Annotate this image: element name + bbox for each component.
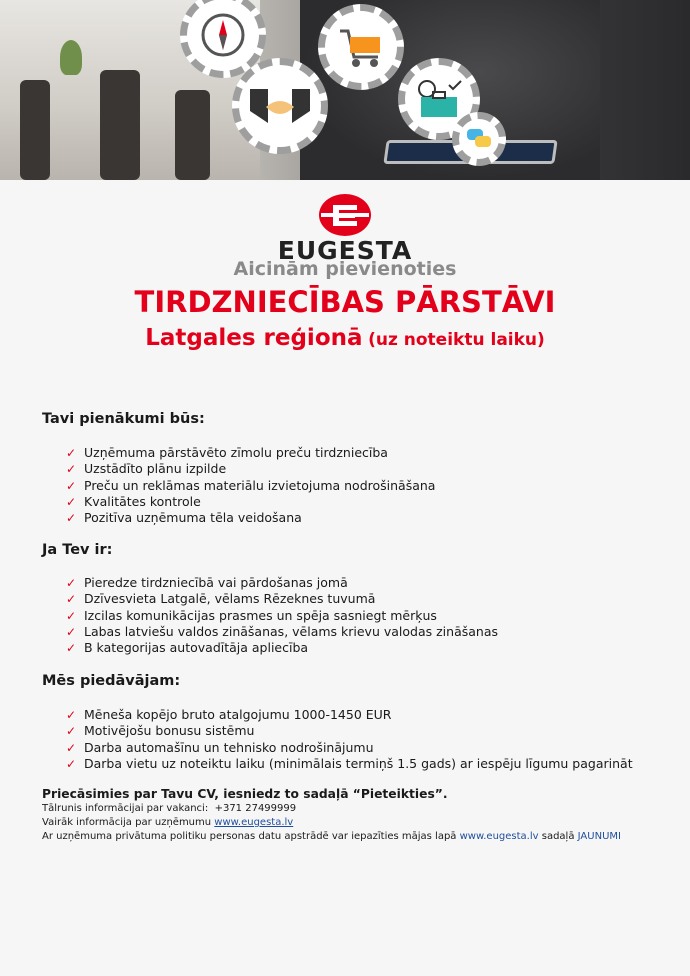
list-item: ✓ Motivējošu bonusu sistēmu xyxy=(66,723,255,739)
handshake-icon xyxy=(232,58,328,154)
list-item: ✓ Kvalitātes kontrole xyxy=(66,493,201,509)
list-item: ✓ Labas latviešu valdos zināšanas, vēlams krievu valodas zināšanas xyxy=(66,623,498,639)
website-link[interactable]: www.eugesta.lv xyxy=(214,817,294,828)
apply-instruction: Priecāsimies par Tavu CV, iesniedz to sadaļā “Pieteikties”. xyxy=(42,787,448,801)
eugesta-logo-mark xyxy=(0,193,690,241)
list-item: ✓ Dzīvesvieta Latgalē, vēlams Rēzeknes tuvumā xyxy=(66,591,376,607)
list-item: ✓ Izcilas komunikācijas prasmes un spēja sasniegt mērķus xyxy=(66,607,437,623)
checkmark-icon: ✓ xyxy=(66,608,77,623)
phone-number: +371 27499999 xyxy=(214,803,297,814)
offer-list xyxy=(66,707,633,772)
list-item: ✓ Darba vietu uz noteiktu laiku (minimālais termiņš 1.5 gads) ar iespēju līgumu pagarināt xyxy=(66,755,633,771)
duties-heading: Tavi pienākumi būs: xyxy=(42,411,205,427)
checkmark-icon: ✓ xyxy=(66,641,77,656)
requirements-list xyxy=(66,575,498,656)
checkmark-icon: ✓ xyxy=(66,511,77,526)
chair-shape xyxy=(20,80,50,180)
news-section-link[interactable]: JAUNUMI xyxy=(577,831,621,842)
chair-shape xyxy=(100,70,140,180)
plant-shape xyxy=(60,40,82,75)
list-item: ✓ Mēneša kopējo bruto atalgojumu 1000-1450 EUR xyxy=(66,707,392,722)
region-note: (uz noteiktu laiku) xyxy=(368,330,545,350)
duties-list xyxy=(66,445,435,526)
phone-line: Tālrunis informācijai par vakanci: +371 27499999 xyxy=(42,803,297,814)
checkmark-icon: ✓ xyxy=(66,478,77,493)
more-info-line: Vairāk informācija par uzņēmumu www.eugesta.lv xyxy=(42,817,294,828)
chat-icon xyxy=(452,112,506,166)
checkmark-icon: ✓ xyxy=(66,708,77,722)
requirements-heading: Ja Tev ir: xyxy=(42,542,113,558)
list-item: ✓ Darba automašīnu un tehnisko nodrošinājumu xyxy=(66,739,374,755)
shopping-cart-icon xyxy=(318,4,404,90)
checkmark-icon: ✓ xyxy=(66,740,77,755)
checkmark-icon: ✓ xyxy=(66,756,77,771)
job-title: TIRDZNIECĪBAS PĀRSTĀVI xyxy=(134,285,556,319)
brand-name: EUGESTA xyxy=(277,236,413,265)
region-line xyxy=(0,325,690,351)
privacy-line: Ar uzņēmuma privātuma politiku personas datu apstrādē var iepazīties mājas lapā www.eugesta.lv sadaļā JAUNUMI xyxy=(42,831,621,842)
list-item: ✓ B kategorijas autovadītāja apliecība xyxy=(66,640,309,656)
checkmark-icon: ✓ xyxy=(66,724,77,739)
checkmark-icon: ✓ xyxy=(66,576,77,590)
list-item: ✓ Preču un reklāmas materiālu izvietojuma nodrošināšana xyxy=(66,477,436,493)
checkmark-icon: ✓ xyxy=(66,446,77,460)
list-item: ✓ Uzstādīto plānu izpilde xyxy=(66,461,227,477)
list-item: ✓ Uzņēmuma pārstāvēto zīmolu preču tirdzniecība xyxy=(66,445,388,460)
checkmark-icon: ✓ xyxy=(66,494,77,509)
checkmark-icon: ✓ xyxy=(66,624,77,639)
list-item: ✓ Pozitīva uzņēmuma tēla veidošana xyxy=(66,510,302,526)
contact-footer xyxy=(42,787,682,845)
checkmark-icon: ✓ xyxy=(66,592,77,607)
privacy-website-link[interactable]: www.eugesta.lv xyxy=(459,831,539,842)
chair-shape xyxy=(175,90,210,180)
region-main: Latgales reģionā xyxy=(145,325,363,351)
list-item: ✓ Pieredze tirdzniecībā vai pārdošanas jomā xyxy=(66,575,348,590)
checkmark-icon: ✓ xyxy=(66,462,77,477)
invite-subtitle: Aicinām pievienoties xyxy=(233,258,457,280)
offer-heading: Mēs piedāvājam: xyxy=(42,673,181,689)
hero-image xyxy=(0,0,690,180)
